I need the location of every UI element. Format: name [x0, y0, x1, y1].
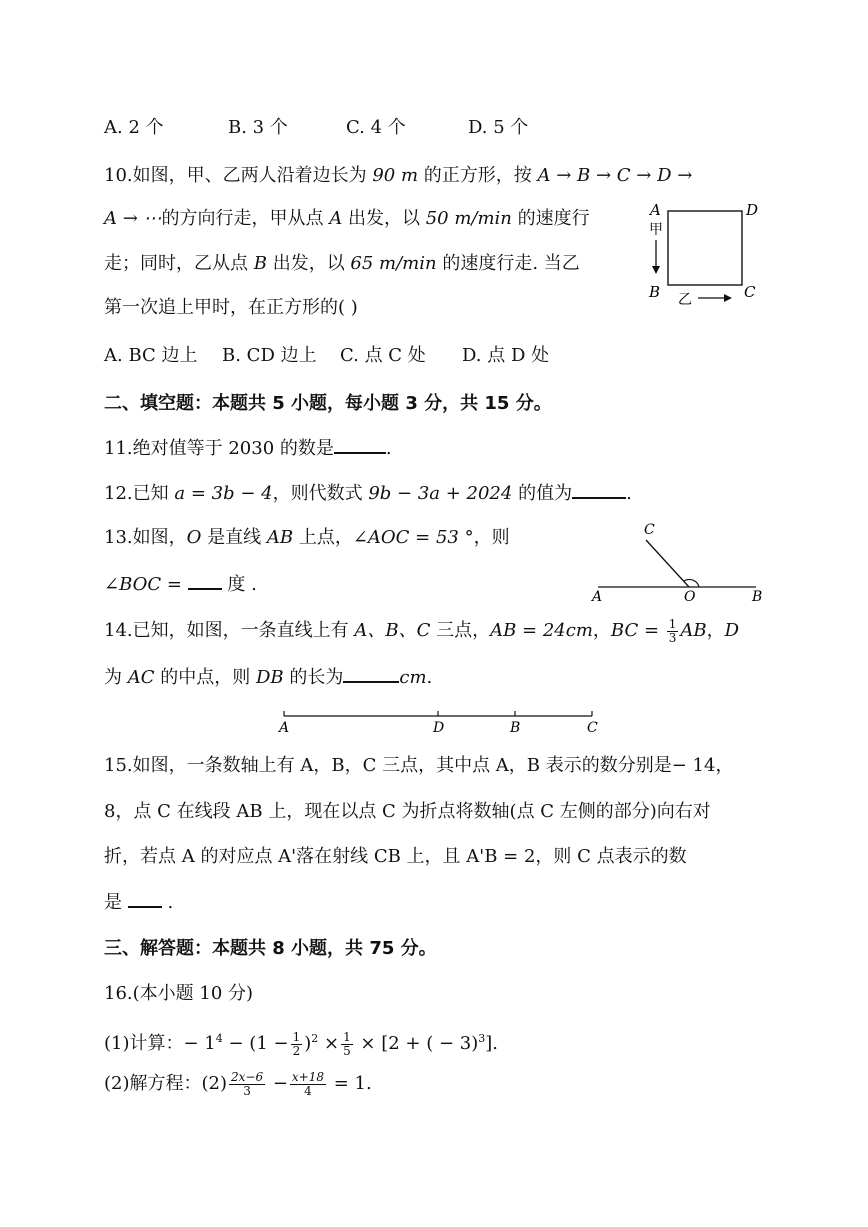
q16-math: − — [267, 1073, 288, 1094]
fraction-denominator: 2 — [292, 1043, 301, 1058]
q14-db: DB — [255, 667, 284, 688]
label-b: B — [752, 589, 763, 604]
q14-text: 的长为 — [283, 667, 344, 688]
q10-square-figure — [640, 196, 768, 308]
exponent: 4 — [215, 1032, 223, 1045]
answer-blank — [343, 663, 399, 683]
label-o: O — [684, 589, 696, 604]
q16-math: ) — [304, 1033, 312, 1054]
q15-line-3: 折，若点 A 的对应点 A'落在射线 CB 上，且 A'B = 2，则 C 点表示的数 — [104, 846, 687, 867]
q10-text: 的速度行走. 当乙 — [436, 253, 580, 274]
q10-line-3 — [104, 250, 580, 278]
q10-speed-jia: 50 m/min — [425, 208, 512, 229]
q10-point: A — [329, 208, 343, 229]
arrow-yi-head — [724, 294, 732, 302]
q10-text: 的速度行 — [511, 208, 590, 229]
q16-math: = 1. — [328, 1073, 372, 1094]
label-d: D — [746, 201, 759, 219]
q14-text: ， — [592, 620, 611, 641]
fraction — [229, 1071, 265, 1098]
q16-math: × [2 + ( − 3) — [354, 1033, 479, 1054]
q13-line-2 — [104, 570, 257, 599]
q14-text: 的中点，则 — [154, 667, 256, 688]
label-d: D — [433, 720, 445, 736]
label-jia: 甲 — [649, 222, 663, 238]
q16-math: ]. — [485, 1033, 499, 1054]
q10-route: A → B → C → D → — [537, 165, 693, 186]
fraction-denominator: 3 — [668, 630, 677, 645]
q14-text: 为 — [104, 667, 128, 688]
q12-text: 的值为 — [512, 483, 573, 504]
ray-oc — [646, 540, 689, 587]
q9-option-b: B. 3 个 — [228, 117, 288, 138]
q14-ab: AB = 24cm — [490, 620, 593, 641]
q10-text: 10.如图，甲、乙两人沿着边长为 — [104, 165, 373, 186]
q10-text: 第一次追上甲时，在正方形的( ) — [104, 297, 358, 318]
q10-option-a: A. BC 边上 — [104, 345, 198, 366]
q14-text: ， — [706, 620, 725, 641]
q10-text: 走；同时，乙从点 — [104, 253, 254, 274]
q13-text: 13.如图， — [104, 527, 187, 548]
q16-math: − (1 − — [222, 1033, 289, 1054]
q10-side-length: 90 m — [372, 165, 419, 186]
q14-points: A、B、C — [354, 620, 431, 641]
fraction — [291, 1031, 303, 1058]
q10-speed-yi: 65 m/min — [350, 253, 437, 274]
fraction-numerator: x+18 — [291, 1069, 324, 1084]
section-2-heading: 二、填空题：本题共 5 小题，每小题 3 分，共 15 分。 — [104, 393, 552, 414]
q14-line-1 — [104, 617, 739, 645]
q12 — [104, 479, 632, 508]
label-yi: 乙 — [678, 292, 692, 308]
q16-math: × — [318, 1033, 340, 1054]
q14-end: . — [426, 667, 433, 688]
fraction-denominator: 3 — [243, 1083, 251, 1098]
answer-blank — [572, 479, 626, 499]
square — [668, 211, 742, 285]
q10-point: B — [253, 253, 267, 274]
answer-blank — [334, 434, 386, 454]
label-b: B — [649, 283, 661, 301]
q10-text: 的方向行走，甲从点 — [161, 208, 330, 229]
fraction-numerator: 1 — [668, 616, 677, 631]
q12-end: . — [626, 483, 632, 504]
q11-text: 11.绝对值等于 2030 的数是 — [104, 438, 334, 459]
fraction-numerator: 1 — [292, 1029, 301, 1044]
q14-ac: AC — [127, 667, 155, 688]
label-c: C — [644, 522, 655, 538]
q10-line-4 — [104, 294, 358, 322]
q16-text: (2)解方程：(2) — [104, 1073, 227, 1094]
q16-text: (1)计算： — [104, 1033, 184, 1054]
q13-line-1 — [104, 524, 510, 552]
q15-line-2: 8，点 C 在线段 AB 上，现在以点 C 为折点将数轴(点 C 左侧的部分)向右对 — [104, 801, 711, 822]
fraction — [667, 618, 679, 645]
q13-text: 是直线 — [201, 527, 267, 548]
q13-text: ，则 — [473, 527, 510, 548]
answer-blank — [188, 570, 222, 590]
q10-option-b: B. CD 边上 — [222, 345, 317, 366]
q16-part-2 — [104, 1070, 372, 1098]
q12-expression: 9b − 3a + 2024 — [368, 483, 513, 504]
q15-line-4 — [104, 888, 173, 917]
q10-line-2 — [104, 205, 590, 233]
arrow-jia-head — [652, 266, 660, 274]
label-a: A — [650, 201, 661, 219]
label-c: C — [744, 283, 756, 301]
q14-text: 三点， — [430, 620, 491, 641]
label-b: B — [510, 720, 521, 736]
q13-point: O — [186, 527, 202, 548]
q10-text: 出发，以 — [342, 208, 426, 229]
label-a: A — [592, 589, 603, 604]
section-3-heading: 三、解答题：本题共 8 小题，共 75 分。 — [104, 938, 437, 959]
q10-text: 出发，以 — [266, 253, 351, 274]
exponent: 3 — [478, 1032, 486, 1045]
q9-options — [104, 114, 528, 142]
label-a: A — [279, 720, 290, 736]
q13-text: 度 . — [221, 574, 257, 595]
fraction — [290, 1071, 326, 1098]
q12-text: ，则代数式 — [272, 483, 369, 504]
fraction-numerator: 2x−6 — [231, 1069, 264, 1084]
q10-text: 的正方形，按 — [418, 165, 538, 186]
q13-angle: ∠AOC = 53 ° — [352, 527, 474, 548]
q9-option-d: D. 5 个 — [468, 117, 529, 138]
q16-part-1 — [104, 1025, 498, 1058]
q15-text: 是 — [104, 892, 128, 913]
q14-unit: cm — [399, 667, 427, 688]
q9-option-c: C. 4 个 — [346, 117, 406, 138]
q14-line-2 — [104, 663, 432, 692]
q13-angle-boc: ∠BOC = — [104, 574, 188, 595]
q10-line-1 — [104, 162, 692, 190]
q14-segment-figure — [274, 704, 610, 736]
q14-text: 14.已知，如图，一条直线上有 — [104, 620, 355, 641]
label-c: C — [587, 720, 598, 736]
fraction — [341, 1031, 353, 1058]
q14-point-d: D — [724, 620, 740, 641]
q16-math: − 1 — [183, 1033, 216, 1054]
q10-options — [104, 342, 549, 370]
fraction-denominator: 4 — [304, 1083, 312, 1098]
fraction-denominator: 5 — [343, 1043, 351, 1058]
q13-line-ab: AB — [266, 527, 294, 548]
q10-option-c: C. 点 C 处 — [340, 345, 426, 366]
q10-route: A → ⋯ — [104, 208, 162, 229]
q11 — [104, 434, 392, 463]
answer-blank — [128, 888, 162, 908]
q12-text: 12.已知 — [104, 483, 175, 504]
q15-text: . — [161, 892, 174, 913]
q10-option-d: D. 点 D 处 — [462, 345, 550, 366]
q12-equation: a = 3b − 4 — [174, 483, 273, 504]
q16-title: 16.(本小题 10 分) — [104, 983, 254, 1004]
q11-end: . — [385, 438, 392, 459]
q13-angle-figure — [588, 518, 768, 604]
q9-option-a: A. 2 个 — [104, 117, 164, 138]
fraction-numerator: 1 — [343, 1029, 351, 1044]
q13-text: 上点， — [293, 527, 353, 548]
exponent: 2 — [311, 1032, 319, 1045]
q14-bc: AB — [680, 620, 707, 641]
q15-line-1: 15.如图，一条数轴上有 A，B，C 三点，其中点 A，B 表示的数分别是− 14， — [104, 755, 734, 776]
q14-bc: BC = — [610, 620, 665, 641]
